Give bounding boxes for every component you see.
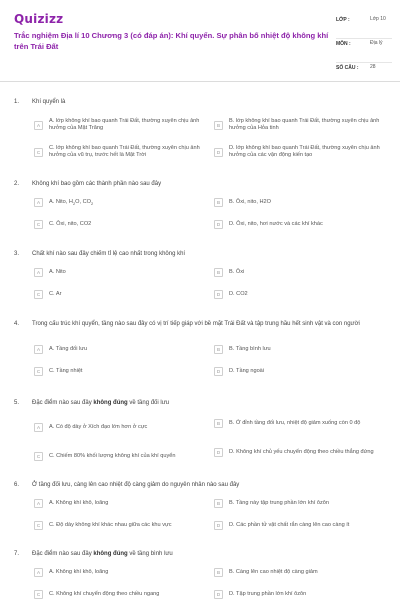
option-b[interactable] bbox=[214, 345, 390, 354]
question-number: 1. bbox=[14, 99, 20, 105]
question-number: 4. bbox=[14, 321, 20, 327]
option-letter-box[interactable]: B bbox=[214, 499, 223, 508]
option-a[interactable] bbox=[34, 345, 210, 354]
option-text: A. lớp không khí bao quanh Trái Đất, thường xuyên chịu ảnh hưởng của Mặt Trăng bbox=[49, 118, 200, 132]
question-text-part: về tầng đối lưu bbox=[127, 400, 170, 406]
option-letter-box[interactable]: C bbox=[34, 367, 43, 376]
option-letter-box[interactable]: C bbox=[34, 452, 43, 461]
option-letter-box[interactable]: D bbox=[214, 220, 223, 229]
option-text bbox=[49, 199, 93, 206]
option-letter-box[interactable]: C bbox=[34, 148, 43, 157]
option-c[interactable] bbox=[34, 521, 210, 530]
option-text: D. lớp không khí bao quanh Trái Đất, thường xuyên chịu ảnh hưởng của các vận động kiến tạo bbox=[229, 145, 380, 159]
option-text: B. lớp không khí bao quanh Trái Đất, thường xuyên chịu ảnh hưởng của Hỏa tinh bbox=[229, 118, 380, 132]
option-letter-box[interactable]: A bbox=[34, 499, 43, 508]
option-d[interactable] bbox=[214, 290, 390, 299]
option-text: D. Các phần tử vật chất rắn càng lên cao càng ít bbox=[229, 521, 350, 528]
option-text: A. Nito bbox=[49, 268, 66, 275]
option-text: B. Ôxi, nito, H2O bbox=[229, 198, 271, 205]
meta-label: LỚP : bbox=[336, 17, 350, 23]
option-letter-box[interactable]: B bbox=[214, 345, 223, 354]
option-text: C. Ôxi, nito, CO2 bbox=[49, 220, 92, 227]
quizizz-logo: Quizizz bbox=[14, 12, 64, 26]
question-prompt bbox=[0, 481, 400, 490]
option-letter-box[interactable]: D bbox=[214, 148, 223, 157]
option-letter-box[interactable]: D bbox=[214, 590, 223, 599]
option-a[interactable] bbox=[34, 499, 210, 508]
subscript: 2 bbox=[72, 200, 76, 206]
worksheet-meta bbox=[336, 15, 392, 77]
option-c[interactable] bbox=[34, 367, 210, 376]
option-letter-box[interactable]: B bbox=[214, 198, 223, 207]
option-text: D. Không khí chủ yếu chuyển động theo chiều thẳng đứng bbox=[229, 448, 374, 455]
option-letter-box[interactable]: D bbox=[214, 290, 223, 299]
option-c[interactable] bbox=[34, 590, 210, 599]
option-letter-box[interactable]: D bbox=[214, 521, 223, 530]
option-c[interactable] bbox=[34, 290, 210, 299]
option-d[interactable] bbox=[214, 367, 390, 376]
option-text-part: O, CO bbox=[75, 198, 92, 205]
option-a[interactable] bbox=[34, 568, 210, 577]
question-7 bbox=[0, 550, 400, 597]
question-number: 7. bbox=[14, 551, 20, 557]
question-text: Trong cấu trúc khí quyển, tầng nào sau đây có vị trí tiếp giáp với bề mặt Trái Đất và tập trung hầu hết sinh vật và con người bbox=[32, 321, 360, 327]
option-text-part: A. Nito, H bbox=[49, 198, 73, 205]
meta-class-row bbox=[336, 15, 392, 39]
option-c[interactable] bbox=[34, 220, 210, 229]
question-4 bbox=[0, 320, 400, 374]
question-text-part: Đặc điểm nào sau đây bbox=[32, 551, 94, 557]
option-text: A. Tầng đối lưu bbox=[49, 345, 88, 352]
question-number: 2. bbox=[14, 181, 20, 187]
question-text-emphasis: không đúng bbox=[93, 551, 128, 557]
page-title: Trắc nghiệm Địa lí 10 Chương 3 (có đáp án): Khí quyển. Sự phân bố nhiệt độ không khí trên Trái Đất bbox=[14, 31, 329, 51]
option-text: C. lớp không khí bao quanh Trái Đất, thường xuyên chịu ảnh hưởng của vũ trụ, trước hết là Mặt Trời bbox=[49, 145, 200, 159]
option-b[interactable] bbox=[214, 198, 390, 207]
worksheet-header bbox=[0, 0, 400, 82]
option-text: D. Tập trung phần lớn khí ôzôn bbox=[229, 590, 307, 597]
option-letter-box[interactable]: C bbox=[34, 521, 43, 530]
question-1 bbox=[0, 98, 400, 159]
meta-label: MÔN : bbox=[336, 41, 351, 47]
question-text-part: về tầng bình lưu bbox=[127, 551, 173, 557]
option-text: C. Độ dày không khí khác nhau giữa các khu vực bbox=[49, 521, 172, 528]
question-number: 3. bbox=[14, 251, 20, 257]
meta-value: Lớp 10 bbox=[370, 16, 386, 22]
question-3 bbox=[0, 250, 400, 297]
option-text: B. Càng lên cao nhiệt độ càng giảm bbox=[229, 568, 318, 575]
question-prompt bbox=[0, 250, 400, 259]
meta-value: 28 bbox=[370, 64, 376, 70]
option-letter-box[interactable]: B bbox=[214, 568, 223, 577]
option-text: D. Ôxi, nito, hơi nước và các khí khác bbox=[229, 220, 323, 227]
subscript: 2 bbox=[91, 200, 94, 206]
option-b[interactable] bbox=[214, 419, 390, 428]
option-d[interactable] bbox=[214, 590, 390, 599]
question-text-part: Đặc điểm nào sau đây bbox=[32, 400, 94, 406]
option-letter-box[interactable]: B bbox=[214, 268, 223, 277]
question-prompt bbox=[0, 180, 400, 189]
meta-value: Địa lý bbox=[370, 40, 383, 46]
option-b[interactable] bbox=[214, 568, 390, 577]
option-letter-box[interactable]: C bbox=[34, 290, 43, 299]
option-c[interactable] bbox=[34, 145, 210, 160]
question-text: Khí quyển là bbox=[32, 99, 66, 105]
question-5 bbox=[0, 399, 400, 459]
option-letter-box[interactable]: A bbox=[34, 198, 43, 207]
question-6 bbox=[0, 481, 400, 528]
option-text: D. Tầng ngoài bbox=[229, 367, 265, 374]
option-text: C. Chiếm 80% khối lượng không khí của khí quyển bbox=[49, 452, 176, 459]
option-b[interactable] bbox=[214, 268, 390, 277]
option-d[interactable] bbox=[214, 145, 390, 160]
question-text: Không khí bao gồm các thành phần nào sau đây bbox=[32, 181, 162, 187]
option-a[interactable] bbox=[34, 118, 210, 133]
meta-label: SỐ CÂU : bbox=[336, 65, 359, 71]
option-b[interactable] bbox=[214, 499, 390, 508]
option-text: B. Ở đỉnh tầng đối lưu, nhiệt độ giảm xuống còn 0 độ bbox=[229, 419, 361, 426]
option-letter-box[interactable]: A bbox=[34, 423, 43, 432]
option-a[interactable] bbox=[34, 268, 210, 277]
option-text: D. CO2 bbox=[229, 290, 248, 297]
option-letter-box[interactable]: B bbox=[214, 121, 223, 130]
option-a[interactable] bbox=[34, 198, 210, 207]
question-2 bbox=[0, 180, 400, 227]
question-number: 5. bbox=[14, 400, 20, 406]
question-prompt bbox=[0, 550, 400, 559]
option-text: C. Tầng nhiệt bbox=[49, 367, 83, 374]
meta-count-row bbox=[336, 63, 392, 77]
option-letter-box[interactable]: B bbox=[214, 419, 223, 428]
option-text: A. Không khí khô, loãng bbox=[49, 568, 109, 575]
option-b[interactable] bbox=[214, 118, 390, 133]
question-prompt bbox=[0, 320, 400, 329]
option-letter-box[interactable]: D bbox=[214, 448, 223, 457]
meta-subject-row bbox=[336, 39, 392, 63]
question-prompt bbox=[0, 399, 400, 408]
question-number: 6. bbox=[14, 482, 20, 488]
question-text-emphasis: không đúng bbox=[93, 400, 128, 406]
option-text: B. Tầng bình lưu bbox=[229, 345, 271, 352]
option-d[interactable] bbox=[214, 521, 390, 530]
option-a[interactable] bbox=[34, 423, 210, 432]
option-text: B. Ôxi bbox=[229, 268, 245, 275]
option-letter-box[interactable]: C bbox=[34, 220, 43, 229]
option-text: A. Có độ dày ở Xích đạo lớn hơn ở cực bbox=[49, 423, 148, 430]
question-prompt bbox=[0, 98, 400, 107]
option-text: A. Không khí khô, loãng bbox=[49, 499, 109, 506]
option-text: C. Không khí chuyển động theo chiều ngang bbox=[49, 590, 160, 597]
option-d[interactable] bbox=[214, 448, 390, 457]
option-letter-box[interactable]: A bbox=[34, 568, 43, 577]
option-text: C. Ar bbox=[49, 290, 62, 297]
option-letter-box[interactable]: D bbox=[214, 367, 223, 376]
option-letter-box[interactable]: A bbox=[34, 121, 43, 130]
option-letter-box[interactable]: A bbox=[34, 345, 43, 354]
question-text: Chất khí nào sau đây chiếm tỉ lệ cao nhất trong không khí bbox=[32, 251, 186, 257]
question-text: Ở tầng đối lưu, càng lên cao nhiệt độ càng giảm do nguyên nhân nào sau đây bbox=[32, 482, 240, 488]
option-d[interactable] bbox=[214, 220, 390, 229]
option-letter-box[interactable]: A bbox=[34, 268, 43, 277]
option-c[interactable] bbox=[34, 452, 210, 461]
option-text: B. Tầng này tập trung phần lớn khí ôzôn bbox=[229, 499, 329, 506]
option-letter-box[interactable]: C bbox=[34, 590, 43, 599]
